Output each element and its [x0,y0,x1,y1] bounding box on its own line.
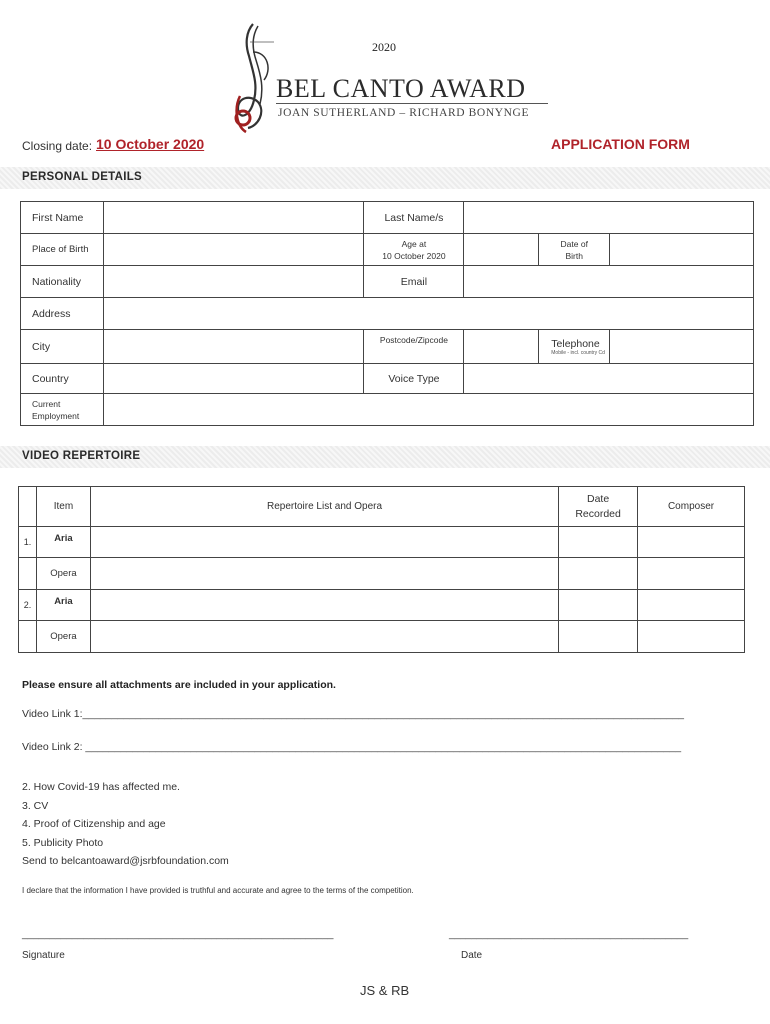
composer-field[interactable] [638,558,745,590]
voice-type-field[interactable] [464,364,754,394]
current-employment-label [21,394,104,426]
composer-field[interactable] [638,590,745,621]
composer-field[interactable] [638,527,745,558]
brand-subtitle: JOAN SUTHERLAND – RICHARD BONYNGE [278,107,530,119]
age-label [364,234,464,266]
date-recorded-header [559,487,638,527]
date-of-text: Date of [560,238,588,249]
repertoire-field[interactable] [90,621,558,653]
video-repertoire-table [18,486,745,653]
attachments-note: Please ensure all attachments are included in your application. [22,679,336,691]
attachments-list [22,778,229,871]
closing-date-value: 10 October 2020 [96,136,205,152]
email-field[interactable] [464,266,754,298]
postcode-field[interactable] [464,330,539,364]
date-recorded-field[interactable] [559,527,638,558]
send-to-email: Send to belcantoaward@jsrbfoundation.com [22,855,229,867]
personal-details-header [0,167,770,189]
num-header-cell [19,487,37,527]
item-header: Item [36,487,90,527]
first-name-label: First Name [21,202,104,234]
row-number: 2. [19,590,37,621]
list-item: 2. How Covid-19 has affected me. [22,781,180,793]
date-recorded-field[interactable] [559,621,638,653]
nationality-label: Nationality [21,266,104,298]
treble-clef-logo [228,22,278,137]
telephone-label [539,330,610,364]
date-line[interactable]: ___________________________________________ [449,929,689,940]
date-recorded-field[interactable] [559,590,638,621]
employment-text: Employment [32,410,80,421]
form-title: APPLICATION FORM [551,136,690,152]
birth-text: Birth [565,250,583,261]
brand-title: BEL CANTO AWARD [276,74,526,103]
first-name-field[interactable] [103,202,364,234]
composer-field[interactable] [638,621,745,653]
row-item-label: Aria [36,527,90,558]
current-employment-field[interactable] [103,394,753,426]
recorded-header-text: Recorded [575,507,621,520]
voice-type-label: Voice Type [364,364,464,394]
country-field[interactable] [103,364,364,394]
address-label: Address [21,298,104,330]
footer-initials: JS & RB [360,983,410,998]
row-item-label: Opera [36,558,90,590]
composer-header: Composer [638,487,745,527]
address-field[interactable] [103,298,753,330]
personal-details-table [20,201,754,426]
list-item: 4. Proof of Citizenship and age [22,818,166,830]
repertoire-field[interactable] [90,590,558,621]
signature-label: Signature [22,950,65,961]
telephone-field[interactable] [610,330,754,364]
place-of-birth-field[interactable] [103,234,364,266]
personal-details-title: PERSONAL DETAILS [22,171,143,183]
nationality-field[interactable] [103,266,364,298]
header-year: 2020 [372,40,396,54]
video-link-2-field[interactable]: Video Link 2: ______________________________________________________________________________________________________ [22,741,682,753]
video-repertoire-header [0,446,770,468]
repertoire-field[interactable] [90,527,558,558]
list-item: 3. CV [22,799,49,812]
brand-divider [276,103,548,104]
repertoire-field[interactable] [90,558,558,590]
date-label: Date [461,950,483,961]
row-number [19,558,37,590]
video-repertoire-title: VIDEO REPERTOIRE [22,450,141,462]
telephone-text: Telephone [551,337,600,350]
country-label: Country [21,364,104,394]
current-text: Current [32,398,61,409]
telephone-note: Mobile - incl. country Cd [551,349,605,356]
row-number: 1. [19,527,37,558]
city-field[interactable] [103,330,364,364]
age-field[interactable] [464,234,539,266]
declaration-text: I declare that the information I have provided is truthful and accurate and agree to the terms of the competition. [22,886,414,895]
row-number [19,621,37,653]
date-of-birth-field[interactable] [610,234,754,266]
last-name-field[interactable] [464,202,754,234]
date-header-text: Date [587,492,610,505]
signature-line[interactable]: ________________________________________________________ [22,929,334,940]
repertoire-header: Repertoire List and Opera [90,487,558,527]
row-item-label: Aria [36,590,90,621]
age-at-text: Age at [401,238,427,249]
email-label: Email [364,266,464,298]
place-of-birth-label: Place of Birth [21,234,104,266]
video-link-1-field[interactable]: Video Link 1:_______________________________________________________________________________________________________ [22,708,684,720]
last-name-label: Last Name/s [364,202,464,234]
age-date-text: 10 October 2020 [382,250,446,261]
closing-date-label: Closing date: [22,139,93,153]
date-recorded-field[interactable] [559,558,638,590]
postcode-label: Postcode/Zipcode [364,330,464,364]
list-item: 5. Publicity Photo [22,836,104,849]
date-of-birth-label [539,234,610,266]
city-label: City [21,330,104,364]
row-item-label: Opera [36,621,90,653]
